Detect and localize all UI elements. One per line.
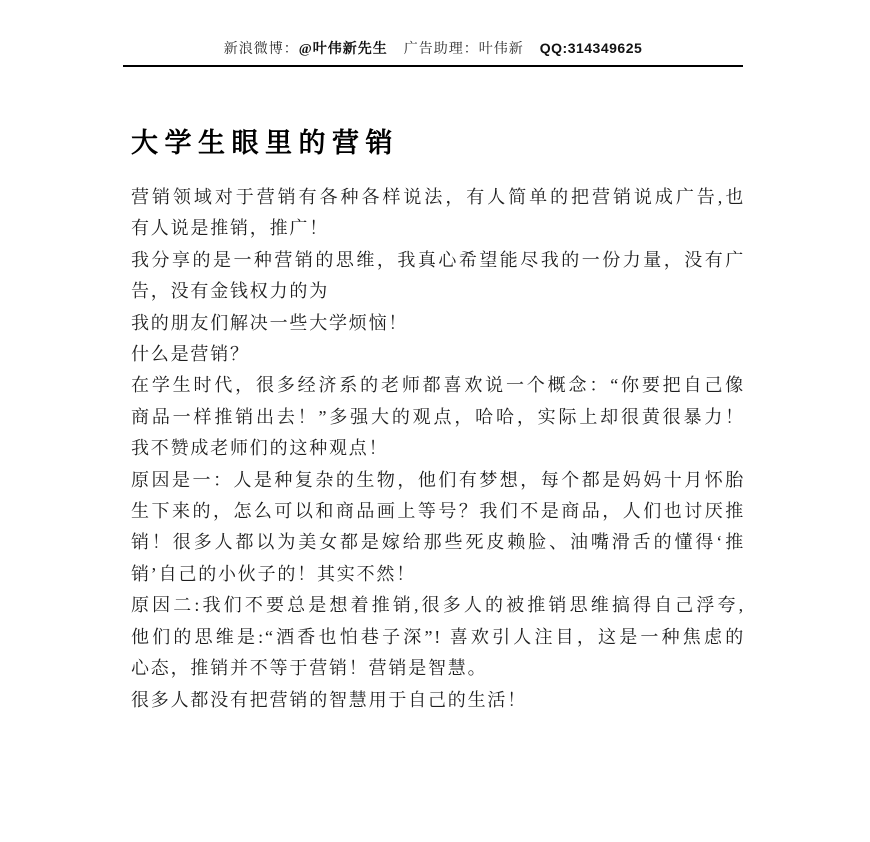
text-line: 我分享的是一种营销的思维，我真心希望能尽我的一份力量，没有广 (131, 249, 745, 270)
text-line: 原因是一：人是种复杂的生物，他们有梦想，每个都是妈妈十月怀胎 (131, 469, 745, 490)
text-line: 告，没有金钱权力的为 (131, 281, 329, 302)
text-line: 商品一样推销出去！”多强大的观点，哈哈，实际上却很黄很暴力！ (131, 406, 745, 427)
text-line: 在学生时代，很多经济系的老师都喜欢说一个概念：“你要把自己像 (131, 375, 745, 396)
qq-number: QQ:314349625 (539, 40, 643, 56)
text-line: 心态，推销并不等于营销！营销是智慧。 (131, 658, 488, 679)
weibo-label: 新浪微博： (223, 42, 299, 57)
text-line: 原因二:我们不要总是想着推销,很多人的被推销思维搞得自己浮夸, (131, 595, 745, 616)
document-title: 大学生眼里的营销 (131, 128, 399, 158)
text-line: 有人说是推销，推广！ (131, 218, 329, 239)
page-header (123, 38, 743, 58)
document-content (131, 129, 745, 716)
text-line: 我的朋友们解决一些大学烦恼！ (131, 312, 409, 333)
text-line: 什么是营销？ (131, 344, 250, 365)
text-line: 他们的思维是:“酒香也怕巷子深”! 喜欢引人注目，这是一种焦虑的 (131, 626, 745, 647)
text-line: 销！很多人都以为美女都是嫁给那些死皮赖脸、油嘴滑舌的懂得‘推 (131, 532, 745, 553)
text-line: 很多人都没有把营销的智慧用于自己的生活！ (131, 689, 527, 710)
header-divider (123, 65, 743, 67)
text-line: 我不赞成老师们的这种观点！ (131, 438, 389, 459)
text-line: 生下来的，怎么可以和商品画上等号？我们不是商品，人们也讨厌推 (131, 501, 745, 522)
document-body (131, 182, 745, 716)
text-line: 营销领域对于营销有各种各样说法，有人简单的把营销说成广告,也 (131, 187, 745, 207)
weibo-handle: @叶伟新先生 (298, 42, 388, 57)
assistant-info: 广告助理：叶伟新 (403, 42, 524, 57)
text-line: 销’自己的小伙子的！其实不然！ (131, 563, 416, 584)
